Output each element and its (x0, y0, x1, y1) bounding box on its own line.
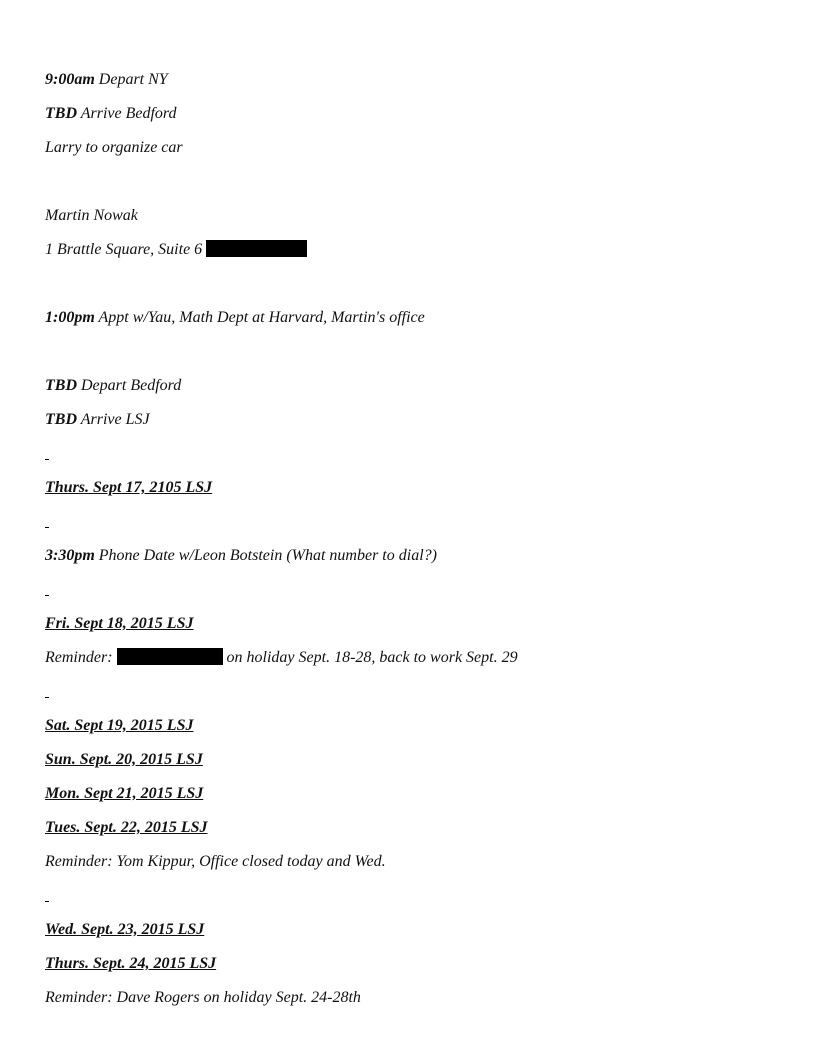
entry-dave-rogers-reminder (45, 988, 361, 1008)
day-heading-fri-sept-18: Fri. Sept 18, 2015 LSJ (45, 615, 194, 632)
entry-car-note (45, 138, 183, 158)
entry-text: Martin Nowak (45, 207, 138, 224)
day-heading-mon-sept-21: Mon. Sept 21, 2015 LSJ (45, 785, 204, 802)
entry-phone-date (45, 546, 437, 566)
separator-mark (45, 901, 49, 902)
entry-appointment (45, 308, 425, 328)
entry-depart-bedford (45, 376, 181, 396)
entry-text: Appt w/Yau, Math Dept at Harvard, Martin's office (98, 309, 425, 326)
day-heading-wed-sept-23: Wed. Sept. 23, 2015 LSJ (45, 921, 205, 938)
entry-text: Depart NY (98, 71, 168, 88)
entry-text: Phone Date w/Leon Botstein (What number to dial?) (98, 547, 437, 564)
day-heading-sun-sept-20: Sun. Sept. 20, 2015 LSJ (45, 751, 203, 768)
day-heading-thu-sept-17: Thurs. Sept 17, 2105 LSJ (45, 479, 213, 496)
day-heading-thu-sept-24: Thurs. Sept. 24, 2015 LSJ (45, 955, 217, 972)
entry-time: TBD (45, 105, 77, 122)
entry-time: 9:00am (45, 71, 95, 88)
entry-time: 3:30pm (45, 547, 95, 564)
entry-text: Depart Bedford (81, 377, 182, 394)
entry-yom-kippur-reminder (45, 852, 386, 872)
day-heading-sat-sept-19: Sat. Sept 19, 2015 LSJ (45, 717, 194, 734)
entry-arrive-lsj (45, 410, 150, 430)
entry-text: Reminder: Yom Kippur, Office closed today and Wed. (45, 853, 386, 870)
entry-text: Larry to organize car (45, 139, 183, 156)
day-heading-tue-sept-22: Tues. Sept. 22, 2015 LSJ (45, 819, 208, 836)
entry-time: TBD (45, 411, 77, 428)
entry-contact-name (45, 206, 138, 226)
entry-text: Arrive LSJ (80, 411, 150, 428)
entry-address (45, 240, 307, 260)
entry-text: Arrive Bedford (80, 105, 177, 122)
separator-mark (45, 595, 49, 596)
separator-mark (45, 527, 49, 528)
entry-depart-ny (45, 70, 168, 90)
separator-mark (45, 697, 49, 698)
redaction-bar (206, 240, 307, 257)
entry-holiday-reminder (45, 648, 518, 668)
separator-mark (45, 459, 49, 460)
entry-text: on holiday Sept. 18-28, back to work Sept. 29 (226, 649, 518, 666)
entry-time: 1:00pm (45, 309, 95, 326)
entry-arrive-bedford (45, 104, 177, 124)
entry-text: Reminder: Dave Rogers on holiday Sept. 24-28th (45, 989, 361, 1006)
entry-time: TBD (45, 377, 77, 394)
redaction-bar (117, 648, 223, 665)
entry-text: 1 Brattle Square, Suite 6 (45, 241, 203, 258)
entry-prefix: Reminder: (45, 649, 113, 666)
